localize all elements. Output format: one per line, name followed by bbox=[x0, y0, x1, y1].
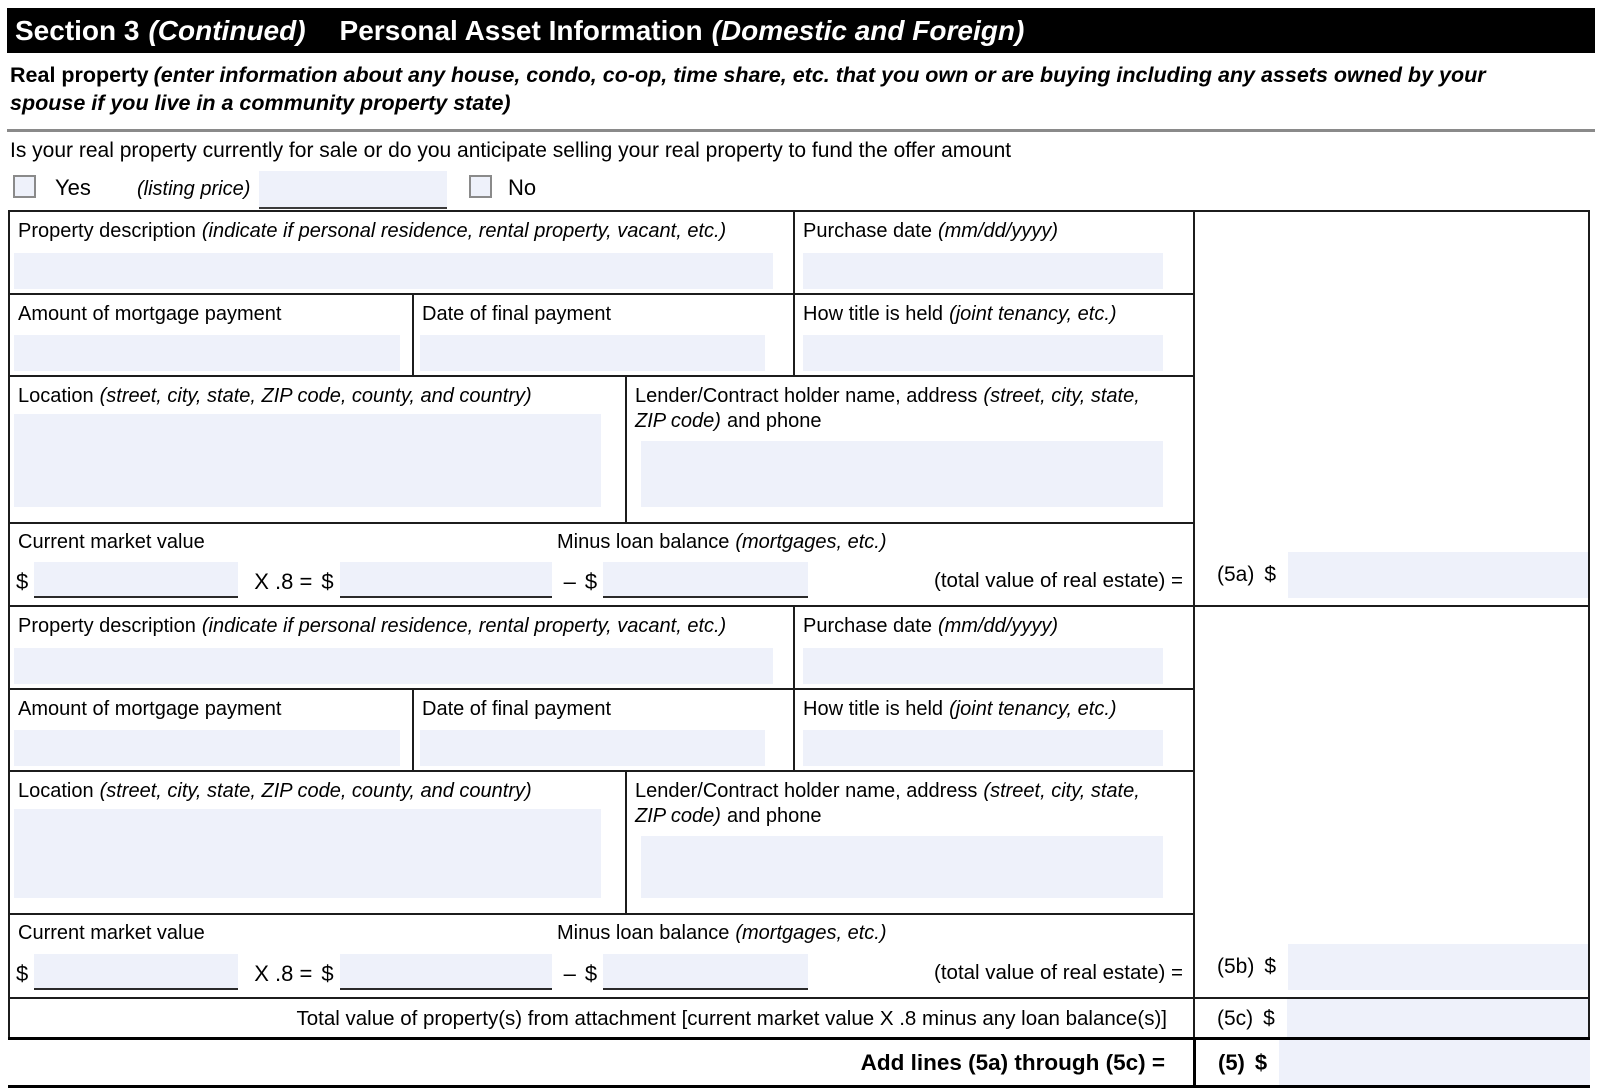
listing-price-input[interactable] bbox=[259, 171, 447, 209]
line-5b-input[interactable] bbox=[1288, 944, 1588, 990]
property-2-location-input[interactable] bbox=[14, 809, 601, 898]
purchase-date-hint: (mm/dd/yyyy) bbox=[937, 220, 1058, 242]
purchase-date-label: Purchase date bbox=[803, 615, 932, 637]
location-label: Location bbox=[18, 780, 94, 802]
minus-sign: – bbox=[563, 569, 576, 594]
line-5c-input[interactable] bbox=[1287, 999, 1588, 1039]
purchase-date-hint: (mm/dd/yyyy) bbox=[937, 615, 1058, 637]
property-2-market-value-input[interactable] bbox=[34, 954, 238, 990]
loan-balance-label: Minus loan balance bbox=[557, 922, 730, 944]
property-1-purchase-date-cell bbox=[795, 212, 1195, 295]
property-1-lender-input[interactable] bbox=[641, 441, 1163, 507]
property-1-title-held-input[interactable] bbox=[803, 335, 1163, 371]
property-1-loan-balance-input[interactable] bbox=[603, 562, 808, 598]
property-2-mortgage-payment-input[interactable] bbox=[14, 730, 400, 766]
property-description-label: Property description bbox=[18, 220, 196, 242]
property-1-final-payment-cell bbox=[414, 295, 795, 377]
property-description-hint: (indicate if personal residence, rental property, vacant, etc.) bbox=[201, 615, 727, 637]
total-real-estate-label: (total value of real estate) = bbox=[934, 569, 1183, 592]
property-1-purchase-date-input[interactable] bbox=[803, 253, 1163, 289]
dollar-sign: $ bbox=[1263, 1007, 1275, 1030]
mortgage-payment-label: Amount of mortgage payment bbox=[18, 303, 282, 325]
property-2-title-held-input[interactable] bbox=[803, 730, 1163, 766]
line-5c-cell bbox=[1195, 999, 1588, 1039]
real-property-label: Real property bbox=[10, 63, 149, 87]
dollar-sign: $ bbox=[1264, 563, 1277, 586]
property-1-mortgage-payment-cell bbox=[10, 295, 414, 377]
dollar-sign: $ bbox=[16, 569, 29, 594]
property-2-mortgage-payment-cell bbox=[10, 690, 414, 772]
property-2-market-value-x8-input[interactable] bbox=[340, 954, 552, 990]
property-2-purchase-date-cell bbox=[795, 607, 1195, 690]
line-5-label: Add lines (5a) through (5c) = bbox=[860, 1049, 1165, 1075]
dollar-sign: $ bbox=[321, 569, 334, 594]
section-continued: (Continued) bbox=[148, 14, 306, 46]
lender-hint: (street, city, state, ZIP code) bbox=[635, 780, 1140, 827]
loan-balance-label: Minus loan balance bbox=[557, 531, 730, 553]
property-1-lender-cell bbox=[627, 377, 1195, 524]
dollar-sign: $ bbox=[584, 961, 598, 986]
property-2-loan-balance-input[interactable] bbox=[603, 954, 808, 990]
section-title-qualifier: (Domestic and Foreign) bbox=[711, 14, 1025, 46]
property-2-lender-cell bbox=[627, 772, 1195, 915]
title-held-label: How title is held bbox=[803, 303, 944, 325]
property-1-market-value-cell bbox=[10, 524, 1195, 607]
property-2-description-cell bbox=[10, 607, 795, 690]
property-2-market-value-cell bbox=[10, 915, 1195, 999]
title-held-hint: (joint tenancy, etc.) bbox=[949, 698, 1117, 720]
real-property-table bbox=[8, 210, 1590, 1037]
lender-label-suffix: and phone bbox=[726, 805, 822, 827]
section-divider bbox=[7, 129, 1595, 132]
no-checkbox[interactable] bbox=[469, 175, 492, 198]
listing-price-label: (listing price) bbox=[137, 178, 251, 200]
line-5b-ref: (5b) bbox=[1217, 955, 1255, 978]
real-property-intro bbox=[10, 61, 1560, 117]
line-5-input[interactable] bbox=[1279, 1040, 1590, 1085]
line-5a-cell bbox=[1195, 212, 1588, 607]
property-2-final-payment-input[interactable] bbox=[420, 730, 765, 766]
property-1-mortgage-payment-input[interactable] bbox=[14, 335, 400, 371]
dollar-sign: $ bbox=[1254, 1049, 1268, 1075]
market-value-label: Current market value bbox=[18, 531, 205, 553]
property-1-market-value-x8-input[interactable] bbox=[340, 562, 552, 598]
property-2-title-held-cell bbox=[795, 690, 1195, 772]
property-1-description-input[interactable] bbox=[14, 253, 773, 289]
minus-sign: – bbox=[563, 961, 576, 986]
sale-question-text: Is your real property currently for sale or do you anticipate selling your real property to fund the offer amount bbox=[10, 139, 1012, 162]
mortgage-payment-label: Amount of mortgage payment bbox=[18, 698, 282, 720]
property-2-lender-input[interactable] bbox=[641, 836, 1163, 898]
property-1-market-value-input[interactable] bbox=[34, 562, 238, 598]
property-description-label: Property description bbox=[18, 615, 196, 637]
line-5-ref: (5) bbox=[1218, 1049, 1245, 1075]
property-description-hint: (indicate if personal residence, rental property, vacant, etc.) bbox=[201, 220, 727, 242]
property-1-title-held-cell bbox=[795, 295, 1195, 377]
line-5c-label: Total value of property(s) from attachment [current market value X .8 minus any loan balance(s)] bbox=[296, 1007, 1167, 1030]
lender-label: Lender/Contract holder name, address bbox=[635, 780, 978, 802]
property-2-location-cell bbox=[10, 772, 627, 915]
title-held-label: How title is held bbox=[803, 698, 944, 720]
line-5-row bbox=[8, 1037, 1590, 1088]
market-value-label: Current market value bbox=[18, 922, 205, 944]
line-5a-ref: (5a) bbox=[1217, 563, 1255, 586]
property-1-final-payment-input[interactable] bbox=[420, 335, 765, 371]
section-header bbox=[7, 8, 1595, 53]
final-payment-label: Date of final payment bbox=[422, 698, 611, 720]
real-property-instructions: (enter information about any house, condo, co-op, time share, etc. that you own or are buying including any assets owned by your spouse if you live in a community property state) bbox=[10, 63, 1486, 115]
location-label: Location bbox=[18, 385, 94, 407]
line-5c-ref: (5c) bbox=[1217, 1007, 1254, 1030]
yes-checkbox[interactable] bbox=[13, 175, 36, 198]
loan-balance-hint: (mortgages, etc.) bbox=[735, 531, 887, 553]
final-payment-label: Date of final payment bbox=[422, 303, 611, 325]
line-5b-cell bbox=[1195, 607, 1588, 999]
purchase-date-label: Purchase date bbox=[803, 220, 932, 242]
title-held-hint: (joint tenancy, etc.) bbox=[949, 303, 1117, 325]
lender-hint: (street, city, state, ZIP code) bbox=[635, 385, 1140, 432]
property-2-description-input[interactable] bbox=[14, 648, 773, 684]
property-1-location-input[interactable] bbox=[14, 414, 601, 507]
dollar-sign: $ bbox=[321, 961, 334, 986]
dollar-sign: $ bbox=[1264, 955, 1277, 978]
yes-label: Yes bbox=[55, 175, 91, 200]
section-title: Personal Asset Information bbox=[339, 14, 703, 46]
line-5a-input[interactable] bbox=[1288, 552, 1588, 598]
property-2-purchase-date-input[interactable] bbox=[803, 648, 1163, 684]
times-point-eight-label: X .8 = bbox=[254, 569, 313, 594]
dollar-sign: $ bbox=[584, 569, 598, 594]
property-1-description-cell bbox=[10, 212, 795, 295]
total-real-estate-label: (total value of real estate) = bbox=[934, 961, 1183, 984]
location-hint: (street, city, state, ZIP code, county, and country) bbox=[99, 780, 532, 802]
location-hint: (street, city, state, ZIP code, county, and country) bbox=[99, 385, 532, 407]
no-label: No bbox=[508, 175, 537, 200]
line-5c-label-cell bbox=[10, 999, 1195, 1039]
lender-label-suffix: and phone bbox=[726, 410, 822, 432]
loan-balance-hint: (mortgages, etc.) bbox=[735, 922, 887, 944]
dollar-sign: $ bbox=[16, 961, 29, 986]
times-point-eight-label: X .8 = bbox=[254, 961, 313, 986]
property-1-location-cell bbox=[10, 377, 627, 524]
line-5-cell bbox=[1193, 1040, 1590, 1085]
property-2-final-payment-cell bbox=[414, 690, 795, 772]
section-number: Section 3 bbox=[15, 14, 140, 46]
lender-label: Lender/Contract holder name, address bbox=[635, 385, 978, 407]
